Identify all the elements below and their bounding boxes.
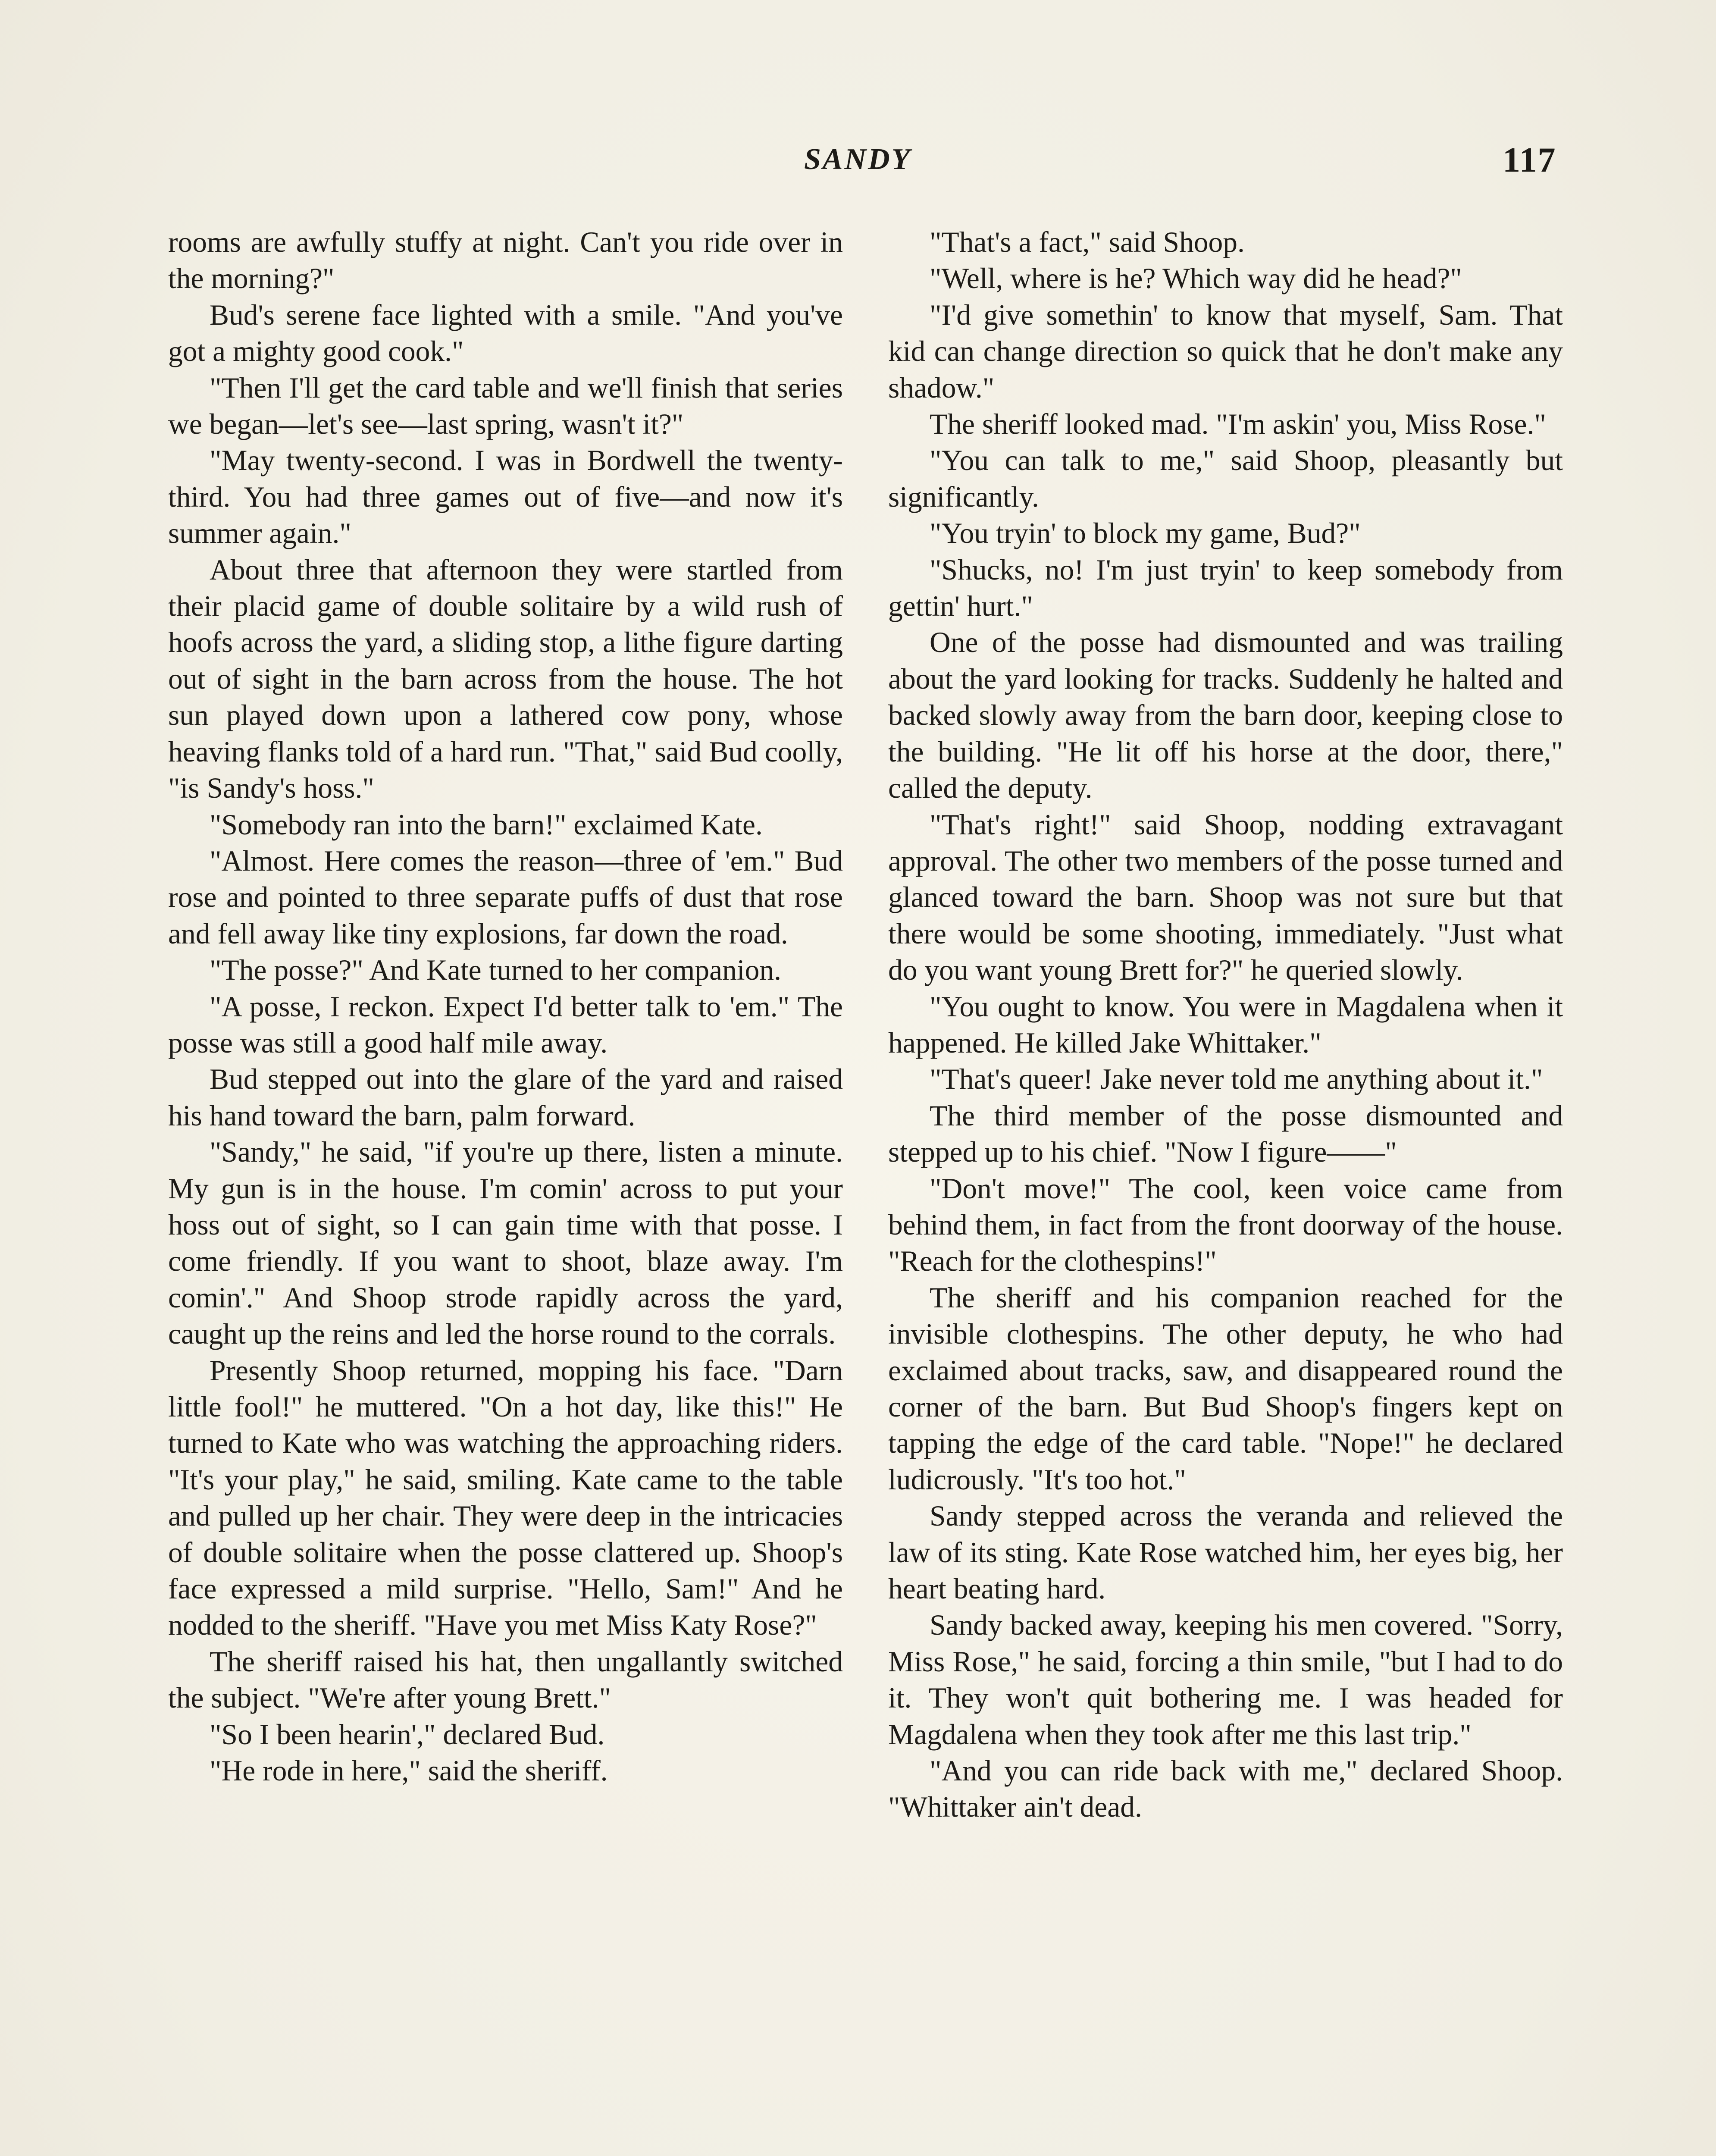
paragraph: "Almost. Here comes the reason—three of 'em." Bud rose and pointed to three separate puffs of dust that rose and fell away like tiny explosions, far down the road.: [168, 844, 843, 950]
paragraph: The sheriff and his companion reached for the invisible clothespins. The other deputy, he who had exclaimed about tracks, saw, and disappeared round the corner of the barn. But Bud Shoop's fingers kept on tapping the edge of the card table. "Nope!" he declared ludicrously. "It's too hot.": [888, 1281, 1563, 1496]
paragraph: "A posse, I reckon. Expect I'd better talk to 'em." The posse was still a good half mile away.: [168, 990, 843, 1059]
paragraph: "You can talk to me," said Shoop, pleasantly but significantly.: [888, 444, 1563, 513]
paragraph: "May twenty-second. I was in Bordwell the twenty-third. You had three games out of five—and now it's summer again.": [168, 444, 843, 550]
paragraph: "The posse?" And Kate turned to her companion.: [210, 954, 782, 987]
paragraph: The third member of the posse dismounted and stepped up to his chief. "Now I figure——": [888, 1099, 1563, 1169]
right-text-column: [888, 224, 1563, 1826]
page-number: 117: [1503, 140, 1556, 179]
paragraph: "He rode in here," said the sheriff.: [210, 1755, 608, 1787]
running-head: [0, 142, 1716, 194]
paragraph: "Shucks, no! I'm just tryin' to keep somebody from gettin' hurt.": [888, 553, 1563, 623]
paragraph: "That's queer! Jake never told me anything about it.": [930, 1063, 1543, 1096]
paragraph: "Then I'll get the card table and we'll finish that series we began—let's see—last spring, wasn't it?": [168, 371, 843, 441]
paragraph: rooms are awfully stuffy at night. Can't you ride over in the morning?": [168, 226, 843, 295]
paragraph: About three that afternoon they were startled from their placid game of double solitaire by a wild rush of hoofs across the yard, a sliding stop, a lithe figure darting out of sight in the barn across from the house. The hot sun played down upon a lathered cow pony, whose heaving flanks told of a hard run. "That," said Bud coolly, "is Sandy's hoss.": [168, 553, 843, 805]
paragraph: "Sandy," he said, "if you're up there, listen a minute. My gun is in the house. I'm comin' across to put your hoss out of sight, so I can gain time with that posse. I come friendly. If you want to shoot, blaze away. I'm comin'." And Shoop strode rapidly across the yard, caught up the reins and led the horse round to the corrals.: [168, 1136, 843, 1351]
paragraph: Sandy stepped across the veranda and relieved the law of its sting. Kate Rose watched him, her eyes big, her heart beating hard.: [888, 1500, 1563, 1605]
paragraph: One of the posse had dismounted and was trailing about the yard looking for tracks. Suddenly he halted and backed slowly away from the barn door, keeping close to the building. "He lit off his horse at the door, there," called the deputy.: [888, 626, 1563, 805]
paragraph: The sheriff looked mad. "I'm askin' you, Miss Rose.": [930, 408, 1546, 441]
paragraph: "That's right!" said Shoop, nodding extravagant approval. The other two members of the posse turned and glanced toward the barn. Shoop was not sure but that there would be some shooting, immediately. "Just what do you want young Brett for?" he queried slowly.: [888, 808, 1563, 987]
running-title: SANDY: [804, 143, 912, 176]
paragraph: "You tryin' to block my game, Bud?": [930, 517, 1361, 550]
paragraph: "Somebody ran into the barn!" exclaimed Kate.: [210, 808, 763, 841]
paragraph: "That's a fact," said Shoop.: [930, 226, 1245, 258]
paragraph: "You ought to know. You were in Magdalena when it happened. He killed Jake Whittaker.": [888, 990, 1563, 1059]
paragraph: Presently Shoop returned, mopping his face. "Darn little fool!" he muttered. "On a hot day, like this!" He turned to Kate who was watching the approaching riders. "It's your play," he said, smiling. Kate came to the table and pulled up her chair. They were deep in the intricacies of double solitaire when the posse clattered up. Shoop's face expressed a mild surprise. "Hello, Sam!" And he nodded to the sheriff. "Have you met Miss Katy Rose?": [168, 1354, 843, 1642]
paragraph: "Well, where is he? Which way did he head?": [930, 262, 1462, 295]
paragraph: Sandy backed away, keeping his men covered. "Sorry, Miss Rose," he said, forcing a thin smile, "but I had to do it. They won't quit bothering me. I was headed for Magdalena when they took after me this last trip.": [888, 1609, 1563, 1751]
paragraph: "I'd give somethin' to know that myself, Sam. That kid can change direction so quick that he don't make any shadow.": [888, 298, 1563, 404]
left-text-column: [168, 224, 843, 1789]
paragraph: "Don't move!" The cool, keen voice came from behind them, in fact from the front doorway of the house. "Reach for the clothespins!": [888, 1172, 1563, 1278]
paragraph: "So I been hearin'," declared Bud.: [210, 1718, 605, 1751]
paragraph: "And you can ride back with me," declared Shoop. "Whittaker ain't dead.: [888, 1755, 1563, 1824]
paragraph: Bud's serene face lighted with a smile. "And you've got a mighty good cook.": [168, 298, 843, 368]
paragraph: The sheriff raised his hat, then ungallantly switched the subject. "We're after young Brett.": [168, 1645, 843, 1714]
paragraph: Bud stepped out into the glare of the yard and raised his hand toward the barn, palm forward.: [168, 1063, 843, 1132]
